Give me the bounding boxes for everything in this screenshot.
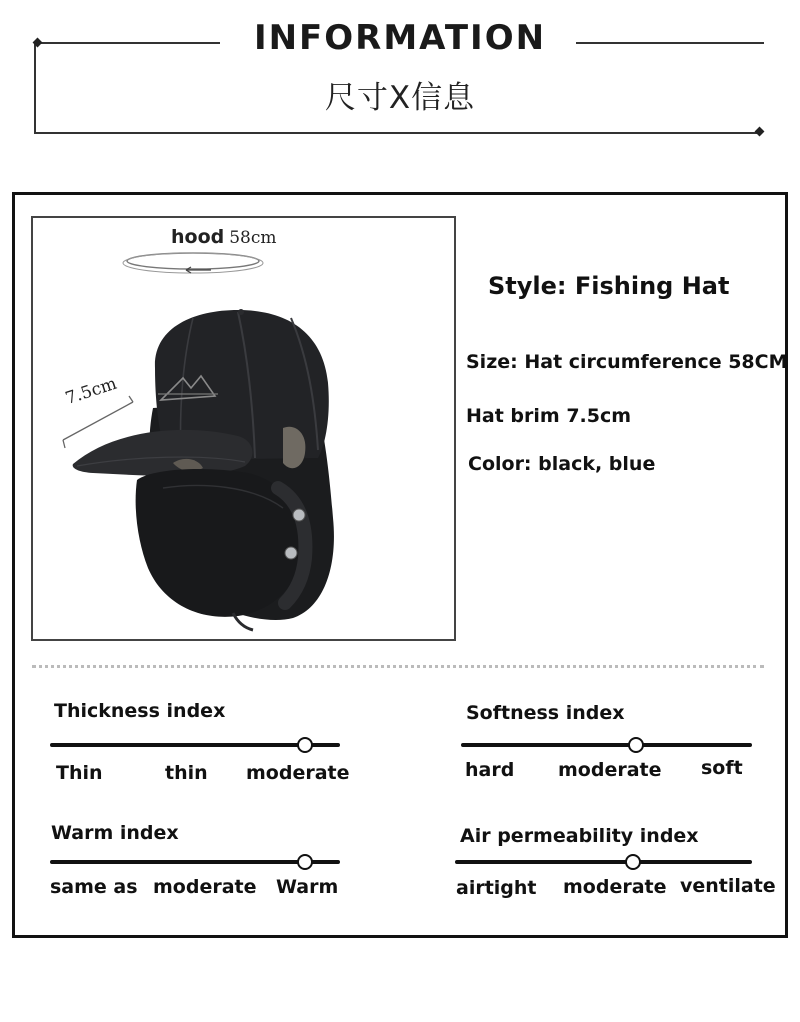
hood-measure-label	[171, 226, 277, 248]
header-bottom-line	[34, 132, 760, 134]
snap-button-icon	[293, 509, 305, 521]
thickness-label-low: Thin	[56, 762, 103, 784]
warm-label-low: same as	[50, 876, 138, 898]
product-photo	[31, 216, 456, 641]
air-permeability-label-high: ventilate	[680, 875, 776, 897]
dotted-divider	[32, 665, 764, 668]
page-subtitle: 尺寸X信息	[324, 80, 476, 116]
brim-measure-value: 7.5cm	[63, 373, 120, 410]
air-permeability-label-low: airtight	[456, 877, 537, 899]
spec-color: Color: black, blue	[468, 453, 656, 475]
softness-index-track	[461, 743, 752, 747]
softness-label-mid: moderate	[558, 759, 662, 781]
thickness-label-high: moderate	[246, 762, 350, 784]
brim-measure-line	[63, 402, 133, 440]
info-header	[0, 0, 800, 150]
spec-size: Size: Hat circumference 58CM	[466, 351, 788, 373]
air-permeability-index-track	[455, 860, 752, 864]
hat-brim	[73, 430, 253, 476]
air-permeability-label-mid: moderate	[563, 876, 667, 898]
thickness-label-mid: thin	[165, 762, 208, 784]
spec-style: Style: Fishing Hat	[488, 272, 730, 300]
warm-label-mid: moderate	[153, 876, 257, 898]
softness-index-title: Softness index	[466, 702, 625, 724]
hat-illustration	[33, 218, 456, 641]
softness-label-low: hard	[465, 759, 515, 781]
softness-index-knob	[628, 737, 644, 753]
page-title: INFORMATION	[253, 18, 547, 58]
hood-measure-value: 58cm	[229, 228, 277, 248]
snap-button-icon	[285, 547, 297, 559]
warm-index-title: Warm index	[51, 822, 179, 844]
spec-brim: Hat brim 7.5cm	[466, 405, 632, 427]
warm-label-high: Warm	[276, 876, 339, 898]
header-diamond-right	[755, 127, 765, 137]
air-permeability-index-title: Air permeability index	[460, 825, 699, 847]
thickness-index-title: Thickness index	[54, 700, 226, 722]
hood-label-text: hood	[171, 226, 225, 248]
softness-label-high: soft	[701, 757, 743, 779]
